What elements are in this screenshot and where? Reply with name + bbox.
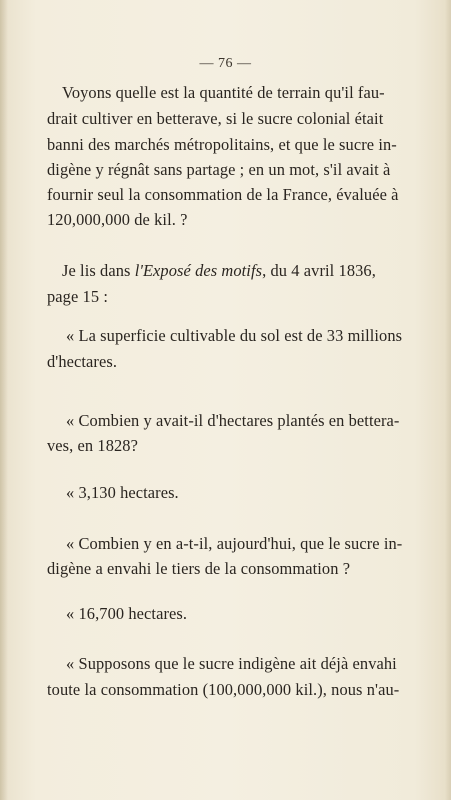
- quote-line: « 3,130 hectares.: [66, 483, 179, 502]
- text-line: drait cultiver en betterave, si le sucre colonial était: [47, 109, 384, 128]
- quote-line: ves, en 1828?: [47, 436, 138, 455]
- text-line: 120,000,000 de kil. ?: [47, 210, 188, 229]
- text-line: fournir seul la consommation de la France, évaluée à: [47, 185, 399, 204]
- quote-line: « 16,700 hectares.: [66, 604, 188, 623]
- italic-title: l'Exposé des motifs: [134, 261, 263, 280]
- quote-line: « La superficie cultivable du sol est de 33 millions: [66, 326, 403, 345]
- page-gutter-shadow: [0, 0, 8, 800]
- quote-line: « Supposons que le sucre indigène ait déjà envahi: [66, 654, 397, 673]
- page-edge: [445, 0, 451, 800]
- quote-line: toute la consommation (100,000,000 kil.), nous n'au-: [47, 680, 400, 699]
- quote-line: « Combien y avait-il d'hectares plantés en bettera-: [66, 411, 400, 430]
- text-line: Voyons quelle est la quantité de terrain qu'il fau-: [62, 83, 385, 102]
- quote-line: digène a envahi le tiers de la consommation ?: [47, 559, 351, 578]
- text-span: Je lis dans: [62, 261, 135, 280]
- quote-line: « Combien y en a-t-il, aujourd'hui, que le sucre in-: [66, 534, 403, 553]
- text-line: banni des marchés métropolitains, et que le sucre in-: [47, 135, 397, 154]
- text-line: digène y régnât sans partage ; en un mot, s'il avait à: [47, 160, 391, 179]
- text-line: [62, 261, 376, 281]
- text-line: page 15 :: [47, 287, 108, 306]
- quote-line: d'hectares.: [47, 352, 118, 371]
- text-span: , du 4 avril 1836,: [262, 261, 376, 280]
- page-number: — 76 —: [199, 56, 252, 71]
